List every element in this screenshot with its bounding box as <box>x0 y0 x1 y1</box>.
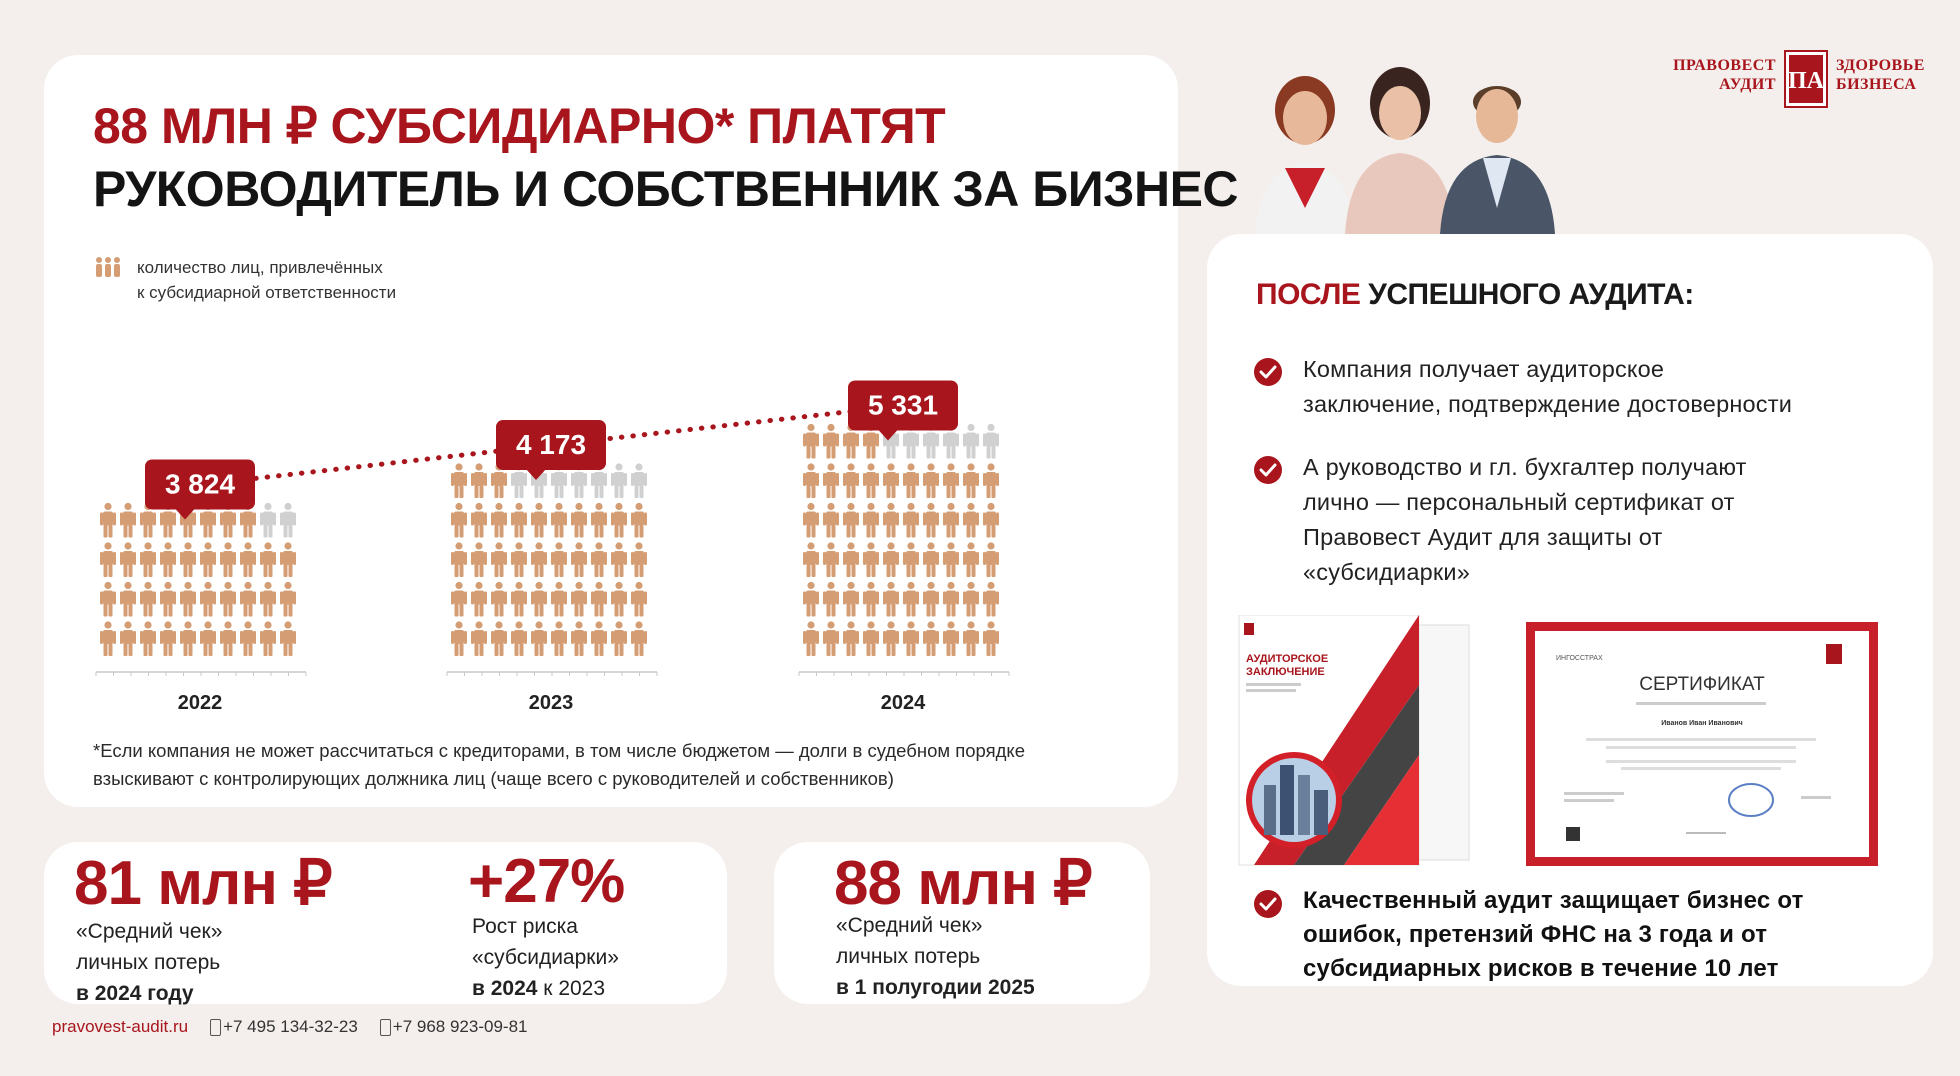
legend-line-1: количество лиц, привлечённых <box>137 258 383 277</box>
person-figure-filled <box>963 582 979 617</box>
person-figure-filled <box>923 542 939 577</box>
person-figure-filled <box>803 463 819 498</box>
person-figure-filled <box>923 582 939 617</box>
person-figure-filled <box>983 582 999 617</box>
stat-3-line-3: в 1 полугодии 2025 <box>836 976 1035 999</box>
stat-1-line-1: «Средний чек» <box>76 920 223 943</box>
certificate-image <box>1526 622 1878 866</box>
person-figure-filled <box>240 542 256 577</box>
person-figure-filled <box>903 582 919 617</box>
person-figure-filled <box>823 424 839 459</box>
person-figure-filled <box>531 503 547 538</box>
logo-mark-text: ПА <box>1788 68 1824 94</box>
person-figure-filled <box>200 542 216 577</box>
x-tick-label-2023: 2023 <box>528 692 574 714</box>
after-audit-card <box>1207 234 1933 986</box>
person-figure-filled <box>823 463 839 498</box>
person-figure-filled <box>943 503 959 538</box>
person-figure-filled <box>943 621 959 656</box>
stat-2-line-2: «субсидиарки» <box>472 946 619 969</box>
logo-left-line-2: АУДИТ <box>1719 76 1776 93</box>
logo-left-text <box>1664 56 1776 94</box>
person-figure-filled <box>451 582 467 617</box>
person-figure-filled <box>120 542 136 577</box>
person-figure-filled <box>843 582 859 617</box>
person-figure-filled <box>863 621 879 656</box>
person-figure-empty <box>631 463 647 498</box>
person-figure-empty <box>280 503 296 538</box>
logo-right-text <box>1836 56 1925 94</box>
page-title-line-1: 88 МЛН ₽ СУБСИДИАРНО* ПЛАТЯТ <box>93 98 946 154</box>
person-figure-filled <box>491 582 507 617</box>
pictogram-group-2024 <box>803 424 999 656</box>
person-figure-filled <box>451 463 467 498</box>
audit-report-image <box>1234 615 1484 870</box>
person-figure-filled <box>100 542 116 577</box>
after-audit-item-1 <box>1253 352 1792 422</box>
phone-icon <box>210 1019 221 1036</box>
brand-logo[interactable] <box>1664 50 1932 112</box>
person-figure-filled <box>531 582 547 617</box>
check-circle-icon <box>1253 889 1283 919</box>
after-audit-title-red: ПОСЛЕ <box>1256 278 1361 311</box>
stat-2-line-3-rest: к 2023 <box>537 977 606 1000</box>
person-figure-filled <box>823 621 839 656</box>
person-figure-filled <box>883 582 899 617</box>
person-figure-filled <box>471 621 487 656</box>
person-figure-empty <box>260 503 276 538</box>
person-figure-filled <box>451 621 467 656</box>
website-link[interactable]: pravovest-audit.ru <box>52 1017 189 1036</box>
phone-icon <box>380 1019 391 1036</box>
person-figure-filled <box>883 542 899 577</box>
person-figure-filled <box>100 503 116 538</box>
person-figure-filled <box>280 582 296 617</box>
person-figure-filled <box>923 621 939 656</box>
person-figure-filled <box>160 621 176 656</box>
person-figure-filled <box>571 503 587 538</box>
person-figure-empty <box>963 424 979 459</box>
person-figure-filled <box>180 582 196 617</box>
audit-doc-title-1: АУДИТОРСКОЕ <box>1246 653 1329 665</box>
cert-brand: ИНГОССТРАХ <box>1556 655 1603 662</box>
audit-doc-title-2: ЗАКЛЮЧЕНИЕ <box>1246 666 1325 678</box>
person-figure-filled <box>611 542 627 577</box>
stat-1-value: 81 млн ₽ <box>74 849 332 918</box>
person-figure-filled <box>180 542 196 577</box>
person-figure-filled <box>260 542 276 577</box>
person-figure-filled <box>903 621 919 656</box>
person-figure-filled <box>843 463 859 498</box>
data-label-text: 4 173 <box>515 429 587 460</box>
person-figure-filled <box>963 621 979 656</box>
after-audit-title <box>1256 278 1694 312</box>
person-figure-filled <box>240 621 256 656</box>
stat-1-line-2: личных потерь <box>76 951 221 974</box>
footnote-line-1: *Если компания не может рассчитаться с кредиторами, в том числе бюджетом — долги в судебном порядке <box>93 740 1026 761</box>
person-figure-filled <box>240 582 256 617</box>
person-figure-filled <box>903 463 919 498</box>
person-figure-filled <box>843 542 859 577</box>
data-label-text: 3 824 <box>164 468 236 500</box>
person-figure-filled <box>591 582 607 617</box>
person-figure-filled <box>923 503 939 538</box>
data-label-2023 <box>496 420 606 480</box>
summary-line-3: субсидиарных рисков в течение 10 лет <box>1303 955 1779 982</box>
person-figure-filled <box>631 503 647 538</box>
person-figure-filled <box>883 621 899 656</box>
person-figure-filled <box>631 582 647 617</box>
person-figure-filled <box>531 621 547 656</box>
person-figure-filled <box>551 621 567 656</box>
person-figure-filled <box>863 503 879 538</box>
person-figure-filled <box>471 463 487 498</box>
person-figure-filled <box>591 542 607 577</box>
data-label-2022 <box>145 460 255 520</box>
person-figure-filled <box>511 542 527 577</box>
footnote <box>93 737 1183 793</box>
person-figure-filled <box>140 582 156 617</box>
stat-2-line-3-bold: в 2024 <box>472 977 538 1000</box>
x-tick-label-2022: 2022 <box>177 692 223 714</box>
person-figure-filled <box>491 621 507 656</box>
item-2-line-3: Правовест Аудит для защиты от <box>1303 524 1663 550</box>
person-figure-filled <box>571 621 587 656</box>
x-axis-2022 <box>96 672 306 676</box>
x-axis-2024 <box>799 672 1009 676</box>
person-figure-filled <box>471 503 487 538</box>
pictogram-group-2023 <box>451 463 647 656</box>
item-2-line-2: лично — персональный сертификат от <box>1303 489 1735 515</box>
stat-3-value: 88 млн ₽ <box>834 849 1092 918</box>
person-figure-filled <box>923 463 939 498</box>
data-label-2024 <box>848 381 958 441</box>
team-photo <box>1250 58 1555 234</box>
stat-1-line-3: в 2024 году <box>76 982 194 1005</box>
person-figure-filled <box>511 621 527 656</box>
after-audit-title-rest: УСПЕШНОГО АУДИТА: <box>1360 278 1694 311</box>
person-figure-filled <box>631 542 647 577</box>
person-figure-filled <box>140 542 156 577</box>
person-figure-filled <box>571 582 587 617</box>
item-2-line-4: «субсидиарки» <box>1303 559 1470 585</box>
person-figure-filled <box>180 621 196 656</box>
person-figure-filled <box>491 542 507 577</box>
person-figure-filled <box>903 542 919 577</box>
person-figure-filled <box>883 503 899 538</box>
data-label-text: 5 331 <box>867 389 939 421</box>
person-figure-filled <box>843 621 859 656</box>
cert-name: Иванов Иван Иванович <box>1661 720 1743 727</box>
person-figure-filled <box>160 582 176 617</box>
person-figure-empty <box>611 463 627 498</box>
logo-mark-icon <box>1784 50 1828 108</box>
x-axis-2023 <box>447 672 657 676</box>
stat-3-desc <box>836 910 1035 1003</box>
person-figure-filled <box>863 463 879 498</box>
person-figure-filled <box>200 582 216 617</box>
person-figure-filled <box>943 582 959 617</box>
person-figure-empty <box>983 424 999 459</box>
person-figure-filled <box>451 542 467 577</box>
person-figure-filled <box>963 463 979 498</box>
person-figure-filled <box>823 582 839 617</box>
person-figure-filled <box>531 542 547 577</box>
person-figure-filled <box>803 542 819 577</box>
person-figure-filled <box>591 621 607 656</box>
person-figure-filled <box>803 503 819 538</box>
person-figure-filled <box>943 463 959 498</box>
stat-3-line-2: личных потерь <box>836 945 981 968</box>
item-1-line-1: Компания получает аудиторское <box>1303 356 1665 382</box>
logo-right-line-2: БИЗНЕСА <box>1836 76 1917 93</box>
person-figure-filled <box>140 621 156 656</box>
person-figure-filled <box>903 503 919 538</box>
person-figure-filled <box>943 542 959 577</box>
person-figure-filled <box>280 542 296 577</box>
person-figure-filled <box>823 503 839 538</box>
person-figure-filled <box>511 582 527 617</box>
summary-line-2: ошибок, претензий ФНС на 3 года и от <box>1303 921 1768 948</box>
person-figure-filled <box>120 582 136 617</box>
contacts-bar <box>52 1017 527 1037</box>
person-figure-filled <box>611 582 627 617</box>
person-figure-filled <box>451 503 467 538</box>
item-1-line-2: заключение, подтверждение достоверности <box>1303 391 1793 417</box>
person-figure-filled <box>883 463 899 498</box>
person-figure-filled <box>491 503 507 538</box>
person-figure-filled <box>843 503 859 538</box>
person-figure-filled <box>803 424 819 459</box>
person-figure-filled <box>803 582 819 617</box>
stat-2-desc <box>472 911 619 1004</box>
check-circle-icon <box>1253 455 1283 485</box>
person-figure-filled <box>863 582 879 617</box>
person-figure-filled <box>551 542 567 577</box>
person-figure-filled <box>631 621 647 656</box>
phone-1[interactable]: +7 495 134-32-23 <box>223 1017 358 1036</box>
footnote-line-2: взыскивают с контролирующих должника лиц (чаще всего с руководителей и собственников) <box>93 768 894 789</box>
check-circle-icon <box>1253 357 1283 387</box>
person-figure-filled <box>963 503 979 538</box>
summary-line-1: Качественный аудит защищает бизнес от <box>1303 887 1804 914</box>
item-2-line-1: А руководство и гл. бухгалтер получают <box>1303 454 1747 480</box>
person-figure-filled <box>571 542 587 577</box>
cert-title: СЕРТИФИКАТ <box>1639 674 1765 695</box>
person-figure-filled <box>591 503 607 538</box>
person-figure-filled <box>823 542 839 577</box>
person-figure-filled <box>551 582 567 617</box>
person-figure-filled <box>200 621 216 656</box>
person-figure-filled <box>611 621 627 656</box>
person-figure-filled <box>120 621 136 656</box>
person-figure-filled <box>471 542 487 577</box>
person-figure-filled <box>220 621 236 656</box>
person-figure-filled <box>471 582 487 617</box>
pictogram-chart <box>0 0 1180 720</box>
person-figure-filled <box>100 582 116 617</box>
page-title-line-2: РУКОВОДИТЕЛЬ И СОБСТВЕННИК ЗА БИЗНЕС <box>93 161 1239 217</box>
stat-1-desc <box>76 916 222 1009</box>
person-figure-filled <box>983 503 999 538</box>
person-figure-filled <box>963 542 979 577</box>
person-figure-filled <box>551 503 567 538</box>
person-figure-filled <box>983 463 999 498</box>
stat-3-line-1: «Средний чек» <box>836 914 983 937</box>
stat-2-line-1: Рост риска <box>472 915 578 938</box>
phone-2[interactable]: +7 968 923-09-81 <box>392 1017 528 1036</box>
person-figure-filled <box>511 503 527 538</box>
after-audit-item-2 <box>1253 450 1747 590</box>
x-tick-label-2024: 2024 <box>880 692 926 714</box>
person-figure-filled <box>803 621 819 656</box>
person-figure-filled <box>220 542 236 577</box>
legend-line-2: к субсидиарной ответственности <box>137 283 397 302</box>
person-figure-filled <box>220 582 236 617</box>
person-figure-filled <box>983 542 999 577</box>
person-figure-filled <box>120 503 136 538</box>
person-figure-filled <box>260 582 276 617</box>
after-audit-summary <box>1253 884 1804 986</box>
stat-2-value: +27% <box>468 847 625 916</box>
pictogram-group-2022 <box>100 503 296 656</box>
person-figure-filled <box>280 621 296 656</box>
logo-left-line-1: ПРАВОВЕСТ <box>1673 57 1776 74</box>
logo-right-line-1: ЗДОРОВЬЕ <box>1836 57 1925 74</box>
person-figure-filled <box>160 542 176 577</box>
person-figure-filled <box>983 621 999 656</box>
person-figure-filled <box>611 503 627 538</box>
person-figure-filled <box>100 621 116 656</box>
person-figure-filled <box>260 621 276 656</box>
person-figure-filled <box>863 542 879 577</box>
